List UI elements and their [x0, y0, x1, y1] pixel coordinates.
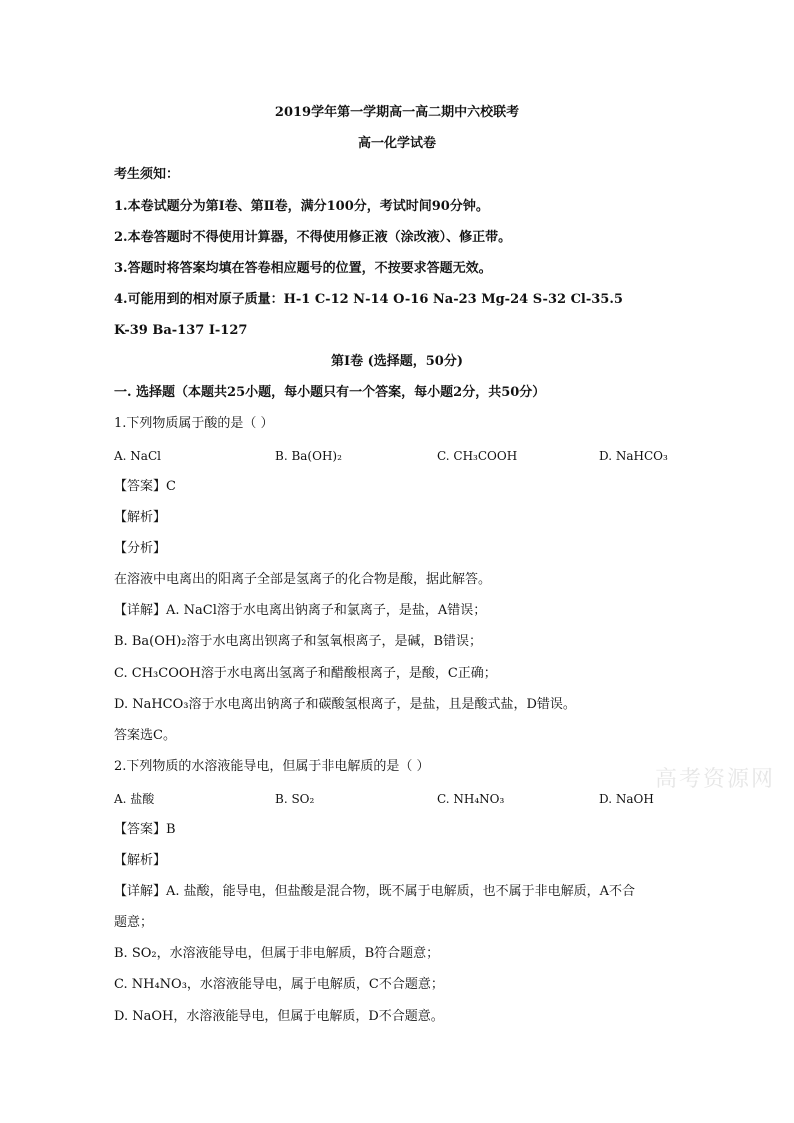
- q1-option-c: C. CH₃COOH: [437, 449, 518, 463]
- q2-options: [114, 790, 714, 808]
- q2-detail-d: D. NaOH，水溶液能导电，但属于电解质，D不合题意。: [114, 1009, 444, 1024]
- watermark: 高考资源网: [655, 767, 776, 792]
- q1-detail-c: C. CH₃COOH溶于水电离出氢离子和醋酸根离子，是酸，C正确；: [114, 666, 497, 681]
- q1-option-d: D. NaHCO₃: [599, 449, 668, 463]
- q1-stem: 1.下列物质属于酸的是（ ）: [114, 416, 274, 431]
- q1-fenxi-label: 【分析】: [114, 541, 167, 556]
- q1-option-a: A. NaCl: [114, 449, 161, 463]
- q1-fenxi-text: 在溶液中电离出的阳离子全部是氢离子的化合物是酸，据此解答。: [114, 572, 492, 587]
- q2-option-d: D. NaOH: [599, 792, 654, 806]
- notice-item-2: 2.本卷答题时不得使用计算器，不得使用修正液（涂改液）、修正带。: [114, 230, 512, 245]
- q1-option-b: B. Ba(OH)₂: [275, 449, 342, 463]
- q2-detail-b: B. SO₂，水溶液能导电，但属于非电解质，B符合题意；: [114, 946, 440, 961]
- notice-item-5: K-39 Ba-137 I-127: [114, 323, 248, 338]
- q2-detail-a-cont: 题意；: [114, 915, 154, 930]
- q1-analysis-label: 【解析】: [114, 510, 167, 525]
- q2-stem: 2.下列物质的水溶液能导电，但属于非电解质的是（ ）: [114, 759, 430, 774]
- notice-item-4: 4.可能用到的相对原子质量：H-1 C-12 N-14 O-16 Na-23 Mg-24 S-32 Cl-35.5: [114, 292, 623, 307]
- q2-answer: 【答案】B: [114, 822, 176, 837]
- q1-conclusion: 答案选C。: [114, 728, 176, 743]
- q2-analysis-label: 【解析】: [114, 853, 167, 868]
- q2-detail-a: 【详解】A. 盐酸，能导电，但盐酸是混合物，既不属于电解质，也不属于非电解质，A不合: [114, 884, 636, 899]
- exam-subtitle: 高一化学试卷: [357, 136, 436, 151]
- q2-option-b: B. SO₂: [275, 792, 315, 806]
- q1-answer: 【答案】C: [114, 479, 176, 494]
- q1-detail-d: D. NaHCO₃溶于水电离出钠离子和碳酸氢根离子，是盐，且是酸式盐，D错误。: [114, 697, 576, 712]
- q2-detail-c: C. NH₄NO₃，水溶液能导电，属于电解质，C不合题意；: [114, 977, 444, 992]
- q1-detail-a: 【详解】A. NaCl溶于水电离出钠离子和氯离子，是盐，A错误；: [114, 603, 487, 618]
- section-title: 第Ⅰ卷 (选择题，50分): [331, 354, 463, 369]
- exam-title: 2019学年第一学期高一高二期中六校联考: [274, 105, 520, 120]
- q1-options: [114, 447, 714, 465]
- notice-item-1: 1.本卷试题分为第Ⅰ卷、第Ⅱ卷，满分100分，考试时间90分钟。: [114, 199, 489, 214]
- notice-item-3: 3.答题时将答案均填在答卷相应题号的位置，不按要求答题无效。: [114, 261, 492, 276]
- q2-option-a: A. 盐酸: [114, 792, 155, 806]
- q1-detail-b: B. Ba(OH)₂溶于水电离出钡离子和氢氧根离子，是碱，B错误；: [114, 634, 483, 649]
- part-heading: 一. 选择题（本题共25小题，每小题只有一个答案，每小题2分，共50分）: [114, 385, 546, 400]
- q2-option-c: C. NH₄NO₃: [437, 792, 505, 806]
- notice-heading: 考生须知：: [114, 167, 180, 182]
